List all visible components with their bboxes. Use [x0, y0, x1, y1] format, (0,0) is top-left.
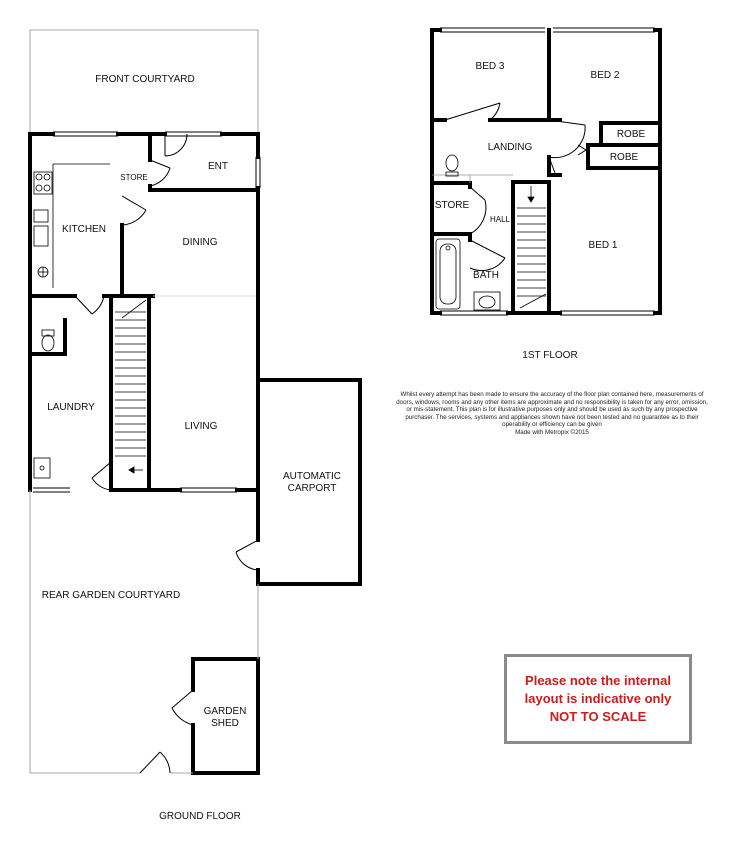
bath-basin	[474, 292, 500, 310]
room-robe-bottom: ROBE	[609, 152, 639, 163]
notice-line-3: NOT TO SCALE	[549, 709, 647, 724]
room-store-ground: STORE	[120, 173, 148, 182]
notice-line-1: Please note the internal	[525, 673, 671, 688]
room-laundry: LAUNDRY	[47, 402, 95, 413]
room-bath: BATH	[473, 270, 499, 281]
rear-courtyard-outline	[30, 490, 258, 773]
room-store-first: STORE	[434, 200, 470, 211]
first-floor-caption: 1ST FLOOR	[522, 350, 578, 361]
disclaimer-text: Whilst every attempt has been made to ensure the accuracy of the floor plan contained here, measurements of doors, windows, rooms and any other items are approximate and no responsibility is taken for any error, omission, or mis-statement. This plan is for illustrative purposes only and should be used as such by any prospective purchaser. The services, systems and appliances shown have not been tested and no guarantee as to their operability or efficiency can be given Made with Metropix ©2015	[396, 391, 708, 436]
ground-toilet	[42, 330, 54, 351]
room-rear-garden-courtyard: REAR GARDEN COURTYARD	[41, 590, 181, 601]
room-automatic-carport: AUTOMATIC CARPORT	[283, 471, 341, 494]
room-bed-3: BED 3	[475, 61, 505, 72]
room-landing: LANDING	[487, 142, 533, 153]
room-ent: ENT	[208, 161, 228, 172]
room-robe-top: ROBE	[616, 129, 646, 140]
room-living: LIVING	[184, 421, 218, 432]
ground-stairs	[115, 300, 146, 473]
room-kitchen: KITCHEN	[62, 224, 106, 235]
room-front-courtyard: FRONT COURTYARD	[95, 74, 195, 85]
room-hall: HALL	[489, 215, 510, 224]
ground-floor-caption: GROUND FLOOR	[159, 811, 241, 822]
laundry-tub	[34, 458, 50, 478]
first-floor-stairs	[517, 186, 546, 308]
notice-line-2: layout is indicative only	[524, 691, 672, 706]
room-garden-shed: GARDEN SHED	[203, 706, 247, 729]
room-bed-2: BED 2	[590, 70, 620, 81]
first-floor-doors	[445, 103, 586, 271]
not-to-scale-notice	[504, 654, 692, 744]
windows	[33, 132, 260, 492]
room-dining: DINING	[182, 237, 218, 248]
room-bed-1: BED 1	[588, 240, 618, 251]
bathtub	[436, 239, 460, 309]
first-floor-toilet	[446, 155, 458, 176]
